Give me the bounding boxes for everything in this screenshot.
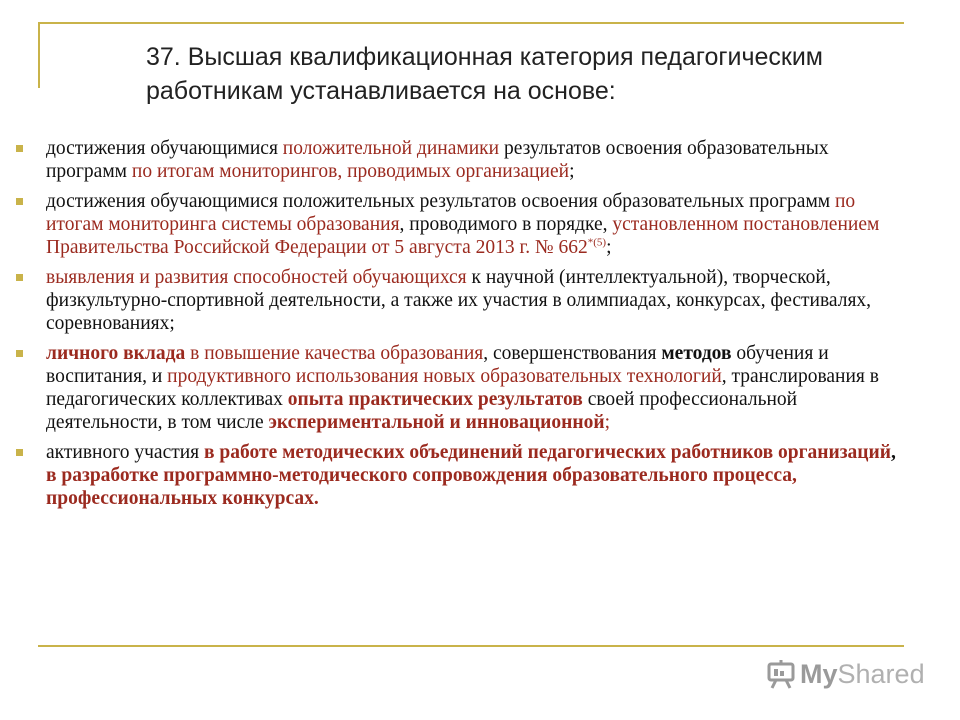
bullet-item-1: достижения обучающимися положительной динамики результатов освоения образовательных программ по итогам мониторингов, проводимых организацией; [16, 137, 906, 183]
frame-bottom-line [38, 645, 904, 647]
slide-title: 37. Высшая квалификационная категория педагогическим работникам устанавливается на основе: [146, 43, 823, 105]
bullet-item-5: активного участия в работе методических объединений педагогических работников организаций, в разработке программно-методического сопровождения образовательного процесса, профессиональных конкурсах. [16, 441, 906, 510]
frame-top-line [38, 22, 904, 24]
square-bullet-icon [16, 198, 23, 205]
square-bullet-icon [16, 274, 23, 281]
frame-left-line [38, 22, 40, 88]
bullet-item-4: личного вклада в повышение качества образования, совершенствования методов обучения и воспитания, и продуктивного использования новых образовательных технологий, транслирования в педагогических коллективах опыта практических результатов своей профессиональной деятельности, в том числе экспериментальной и инновационной; [16, 342, 906, 434]
bullet-list [16, 137, 906, 517]
presentation-board-icon [766, 659, 796, 689]
watermark-text: MyShared [800, 658, 925, 689]
square-bullet-icon [16, 145, 23, 152]
footnote-ref: *(5) [587, 236, 607, 249]
bullet-item-2: достижения обучающимися положительных результатов освоения образовательных программ по итогам мониторинга системы образования, проводимого в порядке, установленном постановлением Правительства Российской Федерации от 5 августа 2013 г. № 662$^{*(5)}$; [16, 190, 906, 259]
myshared-watermark [766, 656, 925, 692]
square-bullet-icon [16, 449, 23, 456]
bullet-item-3: выявления и развития способностей обучающихся к научной (интеллектуальной), творческой, физкультурно-спортивной деятельности, а также их участия в олимпиадах, конкурсах, фестивалях, соревнованиях; [16, 266, 906, 335]
square-bullet-icon [16, 350, 23, 357]
